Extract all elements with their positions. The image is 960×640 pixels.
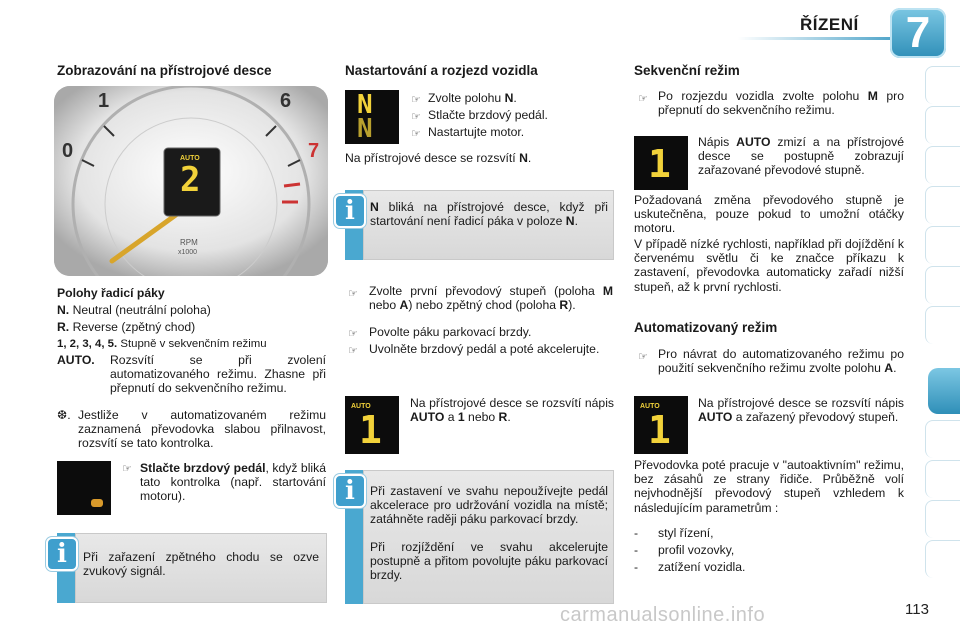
start-note-1: Na přístrojové desce se rozsvítí N. bbox=[345, 151, 532, 165]
arrow-icon: ☞ bbox=[348, 328, 358, 340]
blink-text: Jestliže v automatizovaném režimu zaznamená převodovka slabou přilnavost, rozsvítí se tato kontrolka. bbox=[78, 408, 326, 451]
gear-auto-1-image bbox=[634, 396, 688, 454]
page-number: 113 bbox=[905, 601, 929, 618]
start-note-2: Na přístrojové desce se rozsvítí nápis AUTO a 1 nebo R. bbox=[410, 396, 614, 425]
gear-1-glyph: 1 bbox=[648, 142, 671, 186]
start-step-6: Uvolněte brzdový pedál a poté akcelerujte. bbox=[369, 342, 600, 356]
info-icon: i bbox=[334, 194, 366, 228]
auto-text: Rozsvítí se při zvolení automatizovaného režimu. Zhasne při přepnutí do sekvenčního režimu. bbox=[110, 353, 326, 396]
gear-n-image bbox=[345, 90, 399, 144]
seq-para-2: V případě nízké rychlosti, například při dojíždění k červenému světlu či ke značce příkazu k zastavení, převodovka automaticky zařadí nižší stupeň, až k první rychlosti. bbox=[634, 237, 904, 294]
side-tab[interactable] bbox=[925, 540, 960, 578]
auto-key: AUTO. bbox=[57, 353, 95, 367]
section-heading-sequential: Sekvenční režim bbox=[634, 63, 740, 78]
start-step-3: Nastartujte motor. bbox=[428, 125, 525, 139]
gear-1-glyph: 1 bbox=[648, 408, 671, 452]
info-n-blink-text: N bliká na přístrojové desce, když při startování není řadicí páka v poloze N. bbox=[370, 200, 608, 229]
chapter-number: 7 bbox=[905, 8, 931, 57]
side-tab-active[interactable] bbox=[928, 368, 960, 414]
auto-note: Na přístrojové desce se rozsvítí nápis AUTO a zařazený převodový stupeň. bbox=[698, 396, 904, 425]
gear-n-glyph: N bbox=[357, 114, 373, 144]
header-rule bbox=[738, 37, 898, 40]
side-tab[interactable] bbox=[925, 306, 960, 344]
bullet-item: profil vozovky, bbox=[658, 543, 735, 557]
bullet-item: zatížení vozidla. bbox=[658, 560, 746, 574]
chapter-title: ŘÍZENÍ bbox=[800, 15, 859, 34]
auto-para: Převodovka poté pracuje v "autoaktivním" režimu, bez zásahů ze strany řidiče. Průběžně volí nejvhodnější převodový stupeň vzhledem k následujícím parametrům : bbox=[634, 458, 904, 515]
side-tab[interactable] bbox=[925, 106, 960, 144]
side-tab[interactable] bbox=[925, 66, 960, 104]
arrow-icon: ☞ bbox=[122, 463, 132, 475]
positions-title: Polohy řadicí páky bbox=[57, 286, 165, 300]
side-tab[interactable] bbox=[925, 500, 960, 538]
brake-text: Stlačte brzdový pedál, když bliká tato kontrolka (např. startování motoru). bbox=[140, 461, 326, 504]
bullet-dash: - bbox=[634, 526, 639, 540]
bullet-dash: - bbox=[634, 560, 639, 574]
section-heading-display: Zobrazování na přístrojové desce bbox=[57, 63, 272, 78]
info-icon: i bbox=[334, 474, 366, 508]
gauge-scale-1: 1 bbox=[98, 90, 110, 112]
blink-key: ❆. bbox=[57, 408, 71, 422]
auto-label: AUTO bbox=[351, 403, 371, 410]
arrow-icon: ☞ bbox=[638, 93, 648, 105]
arrow-icon: ☞ bbox=[411, 128, 421, 140]
side-tab[interactable] bbox=[925, 186, 960, 224]
watermark: carmanualsonline.info bbox=[560, 604, 766, 626]
seq-note: Nápis AUTO zmizí a na přístrojové desce se postupně zobrazují zařazované převodové stupně. bbox=[698, 135, 904, 178]
gauge-scale-0: 0 bbox=[62, 140, 74, 162]
gauge-rpm-label: RPM bbox=[180, 238, 198, 247]
gear-auto-1-image bbox=[345, 396, 399, 454]
arrow-icon: ☞ bbox=[411, 111, 421, 123]
position-n: N. Neutral (neutrální poloha) bbox=[57, 303, 211, 317]
start-step-1: Zvolte polohu N. bbox=[428, 91, 517, 105]
bullet-item: styl řízení, bbox=[658, 526, 714, 540]
info-hill-text-1: Při zastavení ve svahu nepoužívejte pedál akcelerace pro udržování vozidla na místě; zatáhněte raději páku parkovací brzdy. bbox=[370, 484, 608, 527]
lcd-gear: 2 bbox=[180, 160, 201, 200]
info-reverse-text: Při zařazení zpětného chodu se ozve zvukový signál. bbox=[83, 550, 319, 579]
info-icon: i bbox=[46, 537, 78, 571]
arrow-icon: ☞ bbox=[638, 351, 648, 363]
seq-para-1: Požadovaná změna převodového stupně je uskutečněna, pouze pokud to umožní otáčky motoru. bbox=[634, 193, 904, 236]
position-gears: 1, 2, 3, 4, 5. Stupně v sekvenčním režimu bbox=[57, 338, 267, 350]
side-tab[interactable] bbox=[925, 146, 960, 184]
side-tab[interactable] bbox=[925, 420, 960, 458]
start-step-2: Stlačte brzdový pedál. bbox=[428, 108, 548, 122]
gear-1-glyph: 1 bbox=[359, 408, 382, 452]
side-tab[interactable] bbox=[925, 266, 960, 304]
section-heading-start: Nastartování a rozjezd vozidla bbox=[345, 63, 538, 78]
arrow-icon: ☞ bbox=[348, 288, 358, 300]
gear-n-glyph: N bbox=[357, 90, 373, 120]
start-step-4: Zvolte první převodový stupeň (poloha M nebo A) nebo zpětný chod (poloha R). bbox=[369, 284, 613, 313]
brake-warning-image bbox=[57, 461, 111, 515]
auto-step: Pro návrat do automatizovaného režimu po použití sekvenčního režimu zvolte polohu A. bbox=[658, 347, 904, 376]
arrow-icon: ☞ bbox=[411, 94, 421, 106]
seq-step: Po rozjezdu vozidla zvolte polohu M pro přepnutí do sekvenčního režimu. bbox=[658, 89, 904, 118]
section-heading-auto: Automatizovaný režim bbox=[634, 320, 778, 335]
auto-label: AUTO bbox=[640, 403, 660, 410]
position-r: R. Reverse (zpětný chod) bbox=[57, 320, 196, 334]
lcd-auto-label: AUTO bbox=[180, 155, 200, 162]
bullet-dash: - bbox=[634, 543, 639, 557]
side-tab[interactable] bbox=[925, 460, 960, 498]
info-hill-text-2: Při rozjíždění ve svahu akcelerujte postupně a přitom povolujte páku parkovací brzdy. bbox=[370, 540, 608, 583]
foot-icon bbox=[91, 499, 103, 507]
gauge-illustration bbox=[54, 86, 328, 276]
side-tab[interactable] bbox=[925, 226, 960, 264]
gauge-unit-label: x1000 bbox=[178, 249, 198, 256]
start-step-5: Povolte páku parkovací brzdy. bbox=[369, 325, 532, 339]
gauge-scale-7: 7 bbox=[308, 140, 320, 162]
gauge-scale-6: 6 bbox=[280, 90, 292, 112]
gear-1-image bbox=[634, 136, 688, 190]
arrow-icon: ☞ bbox=[348, 345, 358, 357]
